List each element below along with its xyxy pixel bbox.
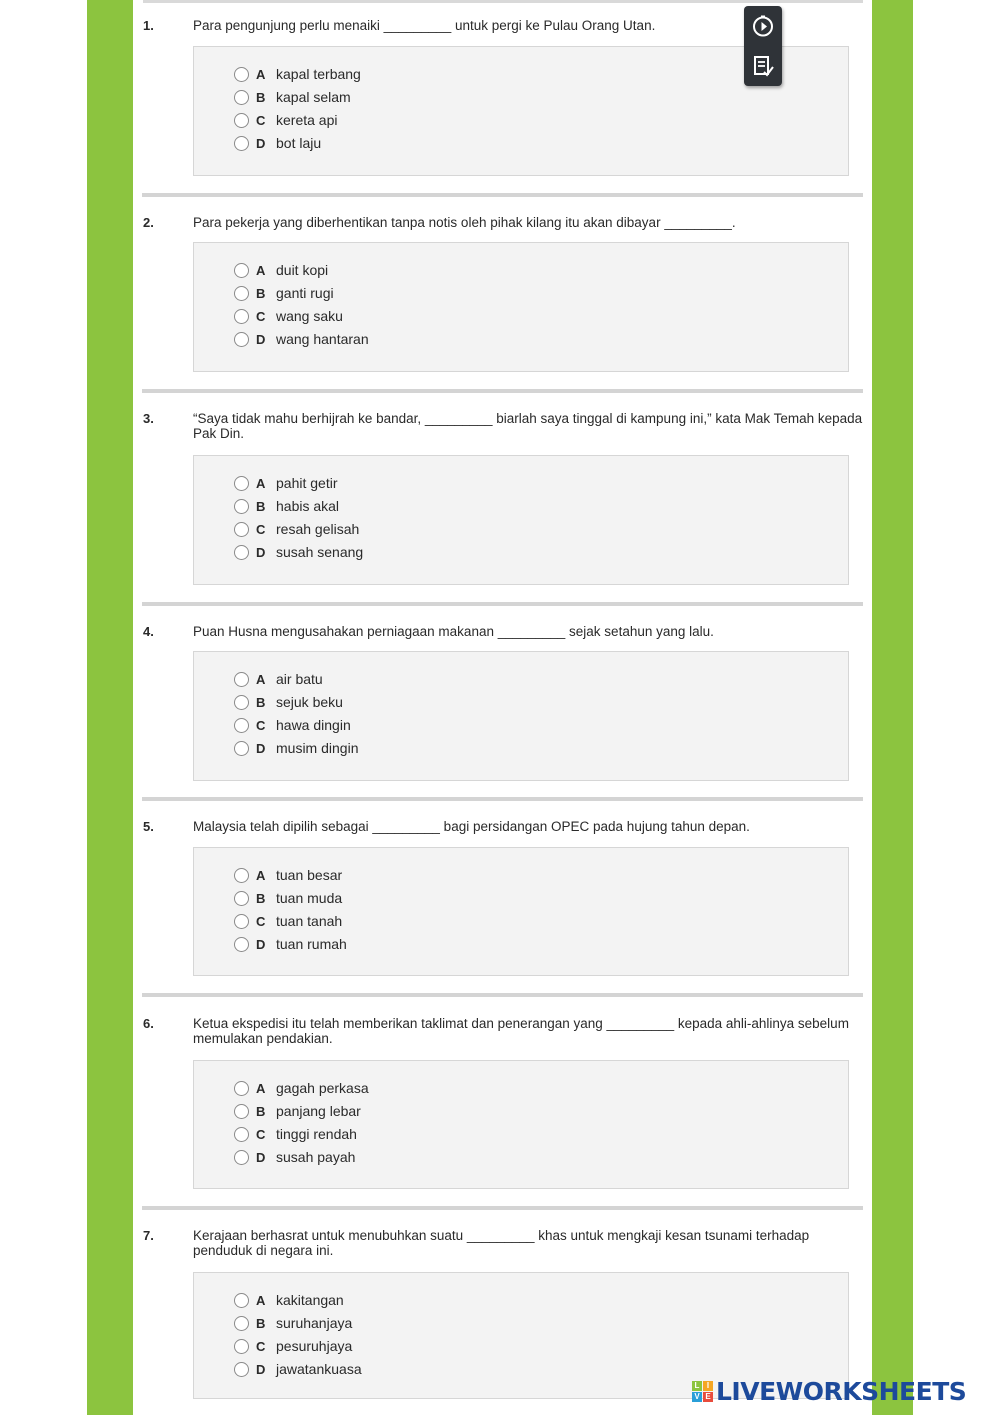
logo-mark-l: L: [692, 1381, 702, 1391]
check-answers-button[interactable]: [744, 48, 782, 84]
answer-options-box: [193, 242, 849, 372]
radio-button[interactable]: [234, 90, 249, 105]
answer-option[interactable]: [234, 111, 337, 129]
question-divider: [142, 193, 863, 197]
left-margin-bar: [87, 0, 133, 1415]
option-letter: D: [256, 1149, 266, 1165]
option-letter: D: [256, 544, 266, 560]
option-label: tuan rumah: [276, 936, 347, 952]
option-letter: B: [256, 285, 266, 301]
radio-button[interactable]: [234, 1339, 249, 1354]
timer-button[interactable]: [744, 8, 782, 44]
option-label: air batu: [276, 671, 323, 687]
answer-option[interactable]: [234, 134, 321, 152]
radio-button[interactable]: [234, 332, 249, 347]
option-letter: D: [256, 135, 266, 151]
answer-option[interactable]: [234, 261, 328, 279]
question-text: Puan Husna mengusahakan perniagaan makanan _________ sejak setahun yang lalu.: [193, 624, 714, 639]
option-label: kapal terbang: [276, 66, 361, 82]
radio-button[interactable]: [234, 695, 249, 710]
option-letter: B: [256, 694, 266, 710]
answer-option[interactable]: [234, 670, 323, 688]
answer-options-box: [193, 1060, 849, 1189]
radio-button[interactable]: [234, 741, 249, 756]
question-text: Kerajaan berhasrat untuk menubuhkan suatu _________ khas untuk mengkaji kesan tsunami terhadap penduduk di negara ini.: [193, 1228, 810, 1258]
question-number: 7.: [143, 1228, 154, 1243]
question-divider: [142, 389, 863, 393]
option-label: kakitangan: [276, 1292, 344, 1308]
radio-button[interactable]: [234, 1081, 249, 1096]
radio-button[interactable]: [234, 286, 249, 301]
right-margin-bar: [872, 0, 913, 1415]
option-letter: A: [256, 1080, 266, 1096]
floating-toolbar: [744, 6, 782, 86]
answer-option[interactable]: [234, 716, 351, 734]
answer-option[interactable]: [234, 88, 351, 106]
option-letter: A: [256, 475, 266, 491]
option-label: jawatankuasa: [276, 1361, 362, 1377]
question-divider: [142, 993, 863, 997]
top-divider: [143, 0, 863, 3]
answer-option[interactable]: [234, 912, 342, 930]
radio-button[interactable]: [234, 1362, 249, 1377]
option-label: duit kopi: [276, 262, 329, 278]
answer-option[interactable]: [234, 307, 343, 325]
answer-option[interactable]: [234, 474, 337, 492]
option-letter: A: [256, 1292, 266, 1308]
radio-button[interactable]: [234, 309, 249, 324]
option-label: tinggi rendah: [276, 1126, 357, 1142]
answer-option[interactable]: [234, 1148, 355, 1166]
question-number: 4.: [143, 624, 154, 639]
answer-option[interactable]: [234, 284, 334, 302]
option-label: pahit getir: [276, 475, 338, 491]
question-text: Para pekerja yang diberhentikan tanpa notis oleh pihak kilang itu akan dibayar _________.: [193, 215, 736, 230]
question-divider: [142, 797, 863, 801]
answer-option[interactable]: [234, 866, 342, 884]
option-letter: A: [256, 867, 266, 883]
option-letter: C: [256, 521, 266, 537]
option-letter: D: [256, 936, 266, 952]
question-text: Ketua ekspedisi itu telah memberikan taklimat dan penerangan yang _________ kepada ahli-ahlinya sebelum memulakan pendakian.: [193, 1016, 849, 1046]
answer-option[interactable]: [234, 65, 361, 83]
radio-button[interactable]: [234, 1316, 249, 1331]
answer-option[interactable]: [234, 1102, 361, 1120]
option-letter: A: [256, 262, 266, 278]
option-letter: C: [256, 913, 266, 929]
option-letter: A: [256, 66, 266, 82]
option-label: suruhanjaya: [276, 1315, 353, 1331]
radio-button[interactable]: [234, 499, 249, 514]
option-letter: D: [256, 1361, 266, 1377]
radio-button[interactable]: [234, 1104, 249, 1119]
check-answers-icon: [751, 54, 775, 78]
option-label: sejuk beku: [276, 694, 343, 710]
radio-button[interactable]: [234, 522, 249, 537]
option-label: wang saku: [276, 308, 343, 324]
answer-option[interactable]: [234, 497, 339, 515]
answer-option[interactable]: [234, 1360, 362, 1378]
option-label: pesuruhjaya: [276, 1338, 353, 1354]
radio-button[interactable]: [234, 672, 249, 687]
option-letter: B: [256, 1103, 266, 1119]
question-text: Malaysia telah dipilih sebagai _________ bagi persidangan OPEC pada hujung tahun depan.: [193, 819, 750, 834]
radio-button[interactable]: [234, 891, 249, 906]
radio-button[interactable]: [234, 1127, 249, 1142]
option-letter: D: [256, 331, 266, 347]
answer-option[interactable]: [234, 739, 358, 757]
question-number: 3.: [143, 411, 154, 426]
option-label: tuan muda: [276, 890, 343, 906]
answer-option[interactable]: [234, 1314, 352, 1332]
radio-button[interactable]: [234, 476, 249, 491]
logo-mark-i: I: [703, 1381, 713, 1391]
option-label: panjang lebar: [276, 1103, 361, 1119]
question-text: “Saya tidak mahu berhijrah ke bandar, _________ biarlah saya tinggal di kampung ini,” kata Mak Temah kepada Pak Din.: [193, 411, 863, 441]
answer-option[interactable]: [234, 889, 342, 907]
option-letter: C: [256, 1126, 266, 1142]
option-letter: C: [256, 1338, 266, 1354]
option-letter: C: [256, 112, 266, 128]
logo-mark-v: V: [692, 1392, 702, 1402]
option-label: tuan besar: [276, 867, 343, 883]
option-letter: C: [256, 717, 266, 733]
question-text: Para pengunjung perlu menaiki _________ untuk pergi ke Pulau Orang Utan.: [193, 18, 656, 33]
option-label: gagah perkasa: [276, 1080, 369, 1096]
liveworksheets-logo[interactable]: [692, 1376, 966, 1406]
option-label: bot laju: [276, 135, 322, 151]
answer-option[interactable]: [234, 1079, 369, 1097]
answer-option[interactable]: [234, 1125, 357, 1143]
answer-option[interactable]: [234, 543, 363, 561]
answer-option[interactable]: [234, 935, 347, 953]
option-letter: B: [256, 890, 266, 906]
radio-button[interactable]: [234, 718, 249, 733]
radio-button[interactable]: [234, 1293, 249, 1308]
option-letter: A: [256, 671, 266, 687]
timer-icon: [751, 14, 775, 38]
answer-option[interactable]: [234, 520, 359, 538]
answer-option[interactable]: [234, 330, 369, 348]
logo-mark-e: E: [703, 1392, 713, 1402]
option-label: kereta api: [276, 112, 338, 128]
option-letter: B: [256, 1315, 266, 1331]
option-label: kapal selam: [276, 89, 351, 105]
option-letter: C: [256, 308, 266, 324]
option-label: hawa dingin: [276, 717, 351, 733]
option-label: susah senang: [276, 544, 364, 560]
option-label: tuan tanah: [276, 913, 343, 929]
answer-options-box: [193, 651, 849, 781]
answer-option[interactable]: [234, 693, 343, 711]
question-divider: [142, 1206, 863, 1210]
question-number: 1.: [143, 18, 154, 33]
radio-button[interactable]: [234, 67, 249, 82]
answer-option[interactable]: [234, 1291, 344, 1309]
option-label: resah gelisah: [276, 521, 360, 537]
radio-button[interactable]: [234, 868, 249, 883]
option-label: musim dingin: [276, 740, 359, 756]
question-number: 6.: [143, 1016, 154, 1031]
option-label: wang hantaran: [276, 331, 369, 347]
logo-mark-icon: [692, 1381, 713, 1402]
radio-button[interactable]: [234, 937, 249, 952]
radio-button[interactable]: [234, 1150, 249, 1165]
option-letter: B: [256, 498, 266, 514]
answer-options-box: [193, 455, 849, 585]
option-label: susah payah: [276, 1149, 356, 1165]
radio-button[interactable]: [234, 113, 249, 128]
question-number: 2.: [143, 215, 154, 230]
radio-button[interactable]: [234, 545, 249, 560]
logo-text: LIVEWORKSHEETS: [716, 1376, 967, 1406]
option-label: habis akal: [276, 498, 340, 514]
radio-button[interactable]: [234, 914, 249, 929]
radio-button[interactable]: [234, 263, 249, 278]
radio-button[interactable]: [234, 136, 249, 151]
option-label: ganti rugi: [276, 285, 334, 301]
question-divider: [142, 602, 863, 606]
option-letter: B: [256, 89, 266, 105]
answer-option[interactable]: [234, 1337, 352, 1355]
option-letter: D: [256, 740, 266, 756]
answer-options-box: [193, 847, 849, 976]
question-number: 5.: [143, 819, 154, 834]
